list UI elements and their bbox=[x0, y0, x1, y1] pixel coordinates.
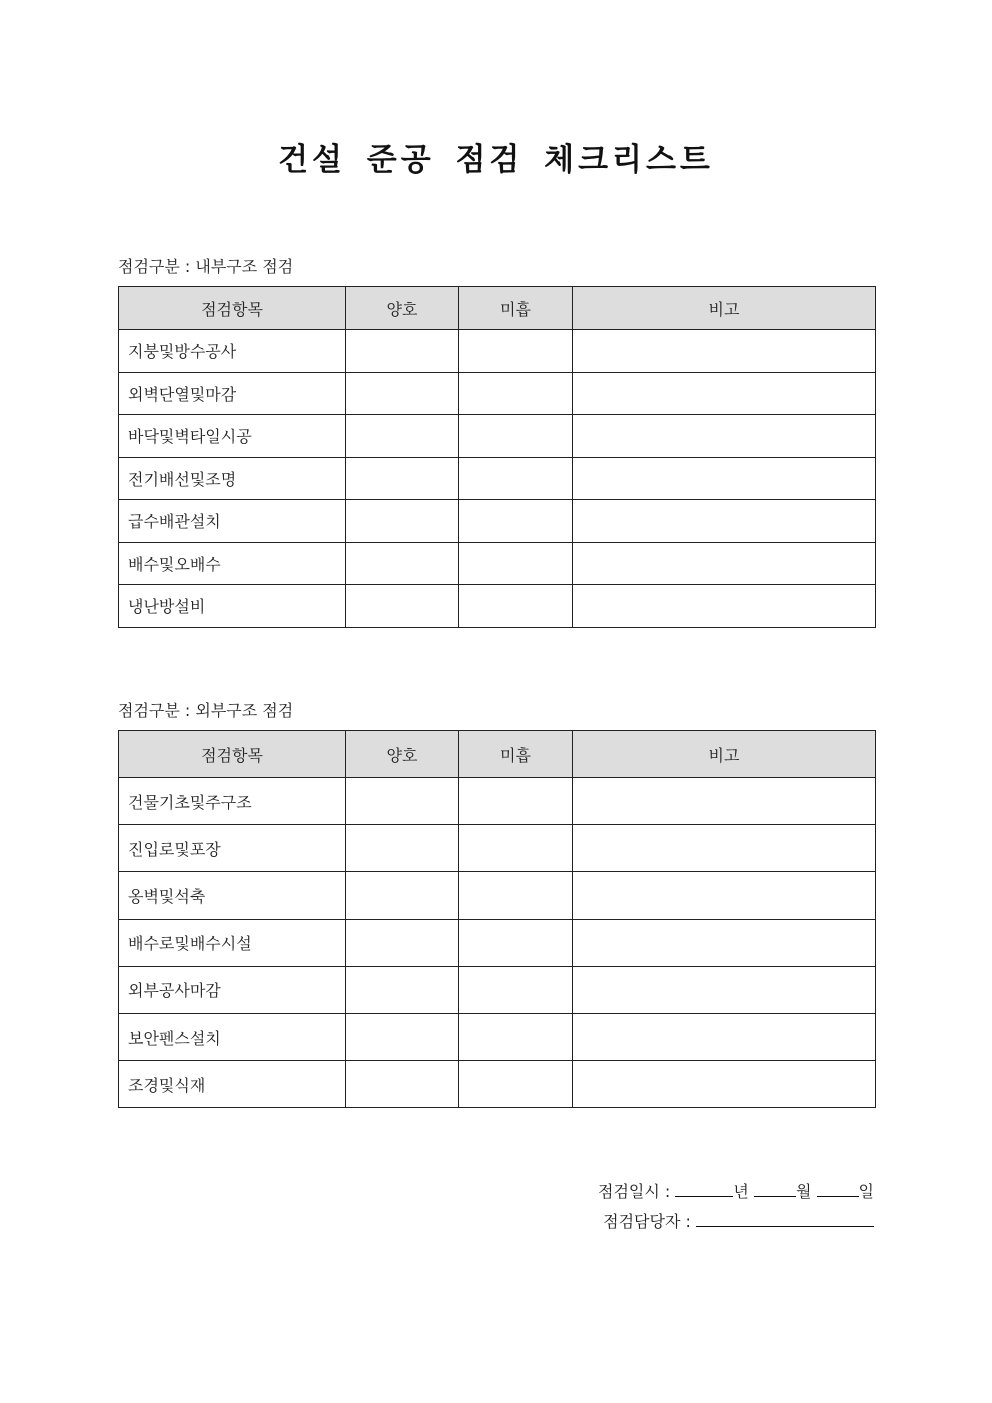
good-cell[interactable] bbox=[346, 919, 459, 966]
item-label: 배수및오배수 bbox=[119, 542, 346, 585]
page-title: 건설 준공 점검 체크리스트 bbox=[278, 142, 714, 178]
day-unit: 일 bbox=[858, 1182, 874, 1201]
note-cell[interactable] bbox=[573, 585, 876, 628]
note-cell[interactable] bbox=[573, 1061, 876, 1108]
table-row bbox=[119, 330, 876, 373]
inspector-line bbox=[603, 1209, 874, 1232]
good-cell[interactable] bbox=[346, 872, 459, 919]
good-cell[interactable] bbox=[346, 457, 459, 500]
year-unit: 년 bbox=[733, 1182, 749, 1201]
table-row bbox=[119, 919, 876, 966]
good-cell[interactable] bbox=[346, 825, 459, 872]
note-cell[interactable] bbox=[573, 372, 876, 415]
good-cell[interactable] bbox=[346, 415, 459, 458]
poor-cell[interactable] bbox=[459, 1013, 573, 1060]
note-cell[interactable] bbox=[573, 825, 876, 872]
poor-cell[interactable] bbox=[459, 372, 573, 415]
inspection-date-line bbox=[598, 1179, 874, 1202]
table-row bbox=[119, 778, 876, 825]
table-row bbox=[119, 966, 876, 1013]
poor-cell[interactable] bbox=[459, 542, 573, 585]
poor-cell[interactable] bbox=[459, 872, 573, 919]
header-poor: 미흡 bbox=[459, 731, 573, 778]
good-cell[interactable] bbox=[346, 966, 459, 1013]
good-cell[interactable] bbox=[346, 542, 459, 585]
section-label-interior: 점검구분 : 내부구조 점검 bbox=[118, 257, 294, 276]
table-row bbox=[119, 1013, 876, 1060]
poor-cell[interactable] bbox=[459, 919, 573, 966]
item-label: 급수배관설치 bbox=[119, 500, 346, 543]
poor-cell[interactable] bbox=[459, 825, 573, 872]
item-label: 배수로및배수시설 bbox=[119, 919, 346, 966]
poor-cell[interactable] bbox=[459, 330, 573, 373]
table-row bbox=[119, 872, 876, 919]
note-cell[interactable] bbox=[573, 415, 876, 458]
interior-checklist-table bbox=[118, 286, 876, 628]
poor-cell[interactable] bbox=[459, 500, 573, 543]
header-item: 점검항목 bbox=[119, 287, 346, 330]
poor-cell[interactable] bbox=[459, 457, 573, 500]
date-label: 점검일시 : bbox=[598, 1182, 671, 1201]
item-label: 외벽단열및마감 bbox=[119, 372, 346, 415]
table-row bbox=[119, 542, 876, 585]
item-label: 외부공사마감 bbox=[119, 966, 346, 1013]
note-cell[interactable] bbox=[573, 500, 876, 543]
inspector-blank[interactable] bbox=[696, 1212, 874, 1227]
good-cell[interactable] bbox=[346, 585, 459, 628]
good-cell[interactable] bbox=[346, 330, 459, 373]
day-blank[interactable] bbox=[817, 1182, 859, 1197]
good-cell[interactable] bbox=[346, 1013, 459, 1060]
good-cell[interactable] bbox=[346, 500, 459, 543]
good-cell[interactable] bbox=[346, 778, 459, 825]
good-cell[interactable] bbox=[346, 1061, 459, 1108]
header-note: 비고 bbox=[573, 287, 876, 330]
month-unit: 월 bbox=[795, 1182, 812, 1201]
table-row bbox=[119, 1061, 876, 1108]
good-cell[interactable] bbox=[346, 372, 459, 415]
note-cell[interactable] bbox=[573, 542, 876, 585]
exterior-checklist-table bbox=[118, 730, 876, 1108]
table-row bbox=[119, 585, 876, 628]
section-label-exterior: 점검구분 : 외부구조 점검 bbox=[118, 701, 294, 720]
item-label: 조경및식재 bbox=[119, 1061, 346, 1108]
poor-cell[interactable] bbox=[459, 778, 573, 825]
header-good: 양호 bbox=[346, 287, 459, 330]
header-note: 비고 bbox=[573, 731, 876, 778]
item-label: 건물기초및주구조 bbox=[119, 778, 346, 825]
poor-cell[interactable] bbox=[459, 1061, 573, 1108]
item-label: 옹벽및석축 bbox=[119, 872, 346, 919]
header-good: 양호 bbox=[346, 731, 459, 778]
item-label: 보안펜스설치 bbox=[119, 1013, 346, 1060]
note-cell[interactable] bbox=[573, 966, 876, 1013]
item-label: 바닥및벽타일시공 bbox=[119, 415, 346, 458]
note-cell[interactable] bbox=[573, 1013, 876, 1060]
table-header-row bbox=[119, 287, 876, 330]
inspector-label: 점검담당자 : bbox=[603, 1212, 691, 1231]
table-row bbox=[119, 372, 876, 415]
item-label: 지붕및방수공사 bbox=[119, 330, 346, 373]
table-row bbox=[119, 457, 876, 500]
year-blank[interactable] bbox=[675, 1182, 733, 1197]
note-cell[interactable] bbox=[573, 330, 876, 373]
header-poor: 미흡 bbox=[459, 287, 573, 330]
poor-cell[interactable] bbox=[459, 966, 573, 1013]
item-label: 냉난방설비 bbox=[119, 585, 346, 628]
table-row bbox=[119, 500, 876, 543]
table-row bbox=[119, 415, 876, 458]
note-cell[interactable] bbox=[573, 872, 876, 919]
table-header-row bbox=[119, 731, 876, 778]
item-label: 진입로및포장 bbox=[119, 825, 346, 872]
header-item: 점검항목 bbox=[119, 731, 346, 778]
poor-cell[interactable] bbox=[459, 415, 573, 458]
month-blank[interactable] bbox=[754, 1182, 796, 1197]
note-cell[interactable] bbox=[573, 919, 876, 966]
note-cell[interactable] bbox=[573, 457, 876, 500]
poor-cell[interactable] bbox=[459, 585, 573, 628]
item-label: 전기배선및조명 bbox=[119, 457, 346, 500]
note-cell[interactable] bbox=[573, 778, 876, 825]
table-row bbox=[119, 825, 876, 872]
